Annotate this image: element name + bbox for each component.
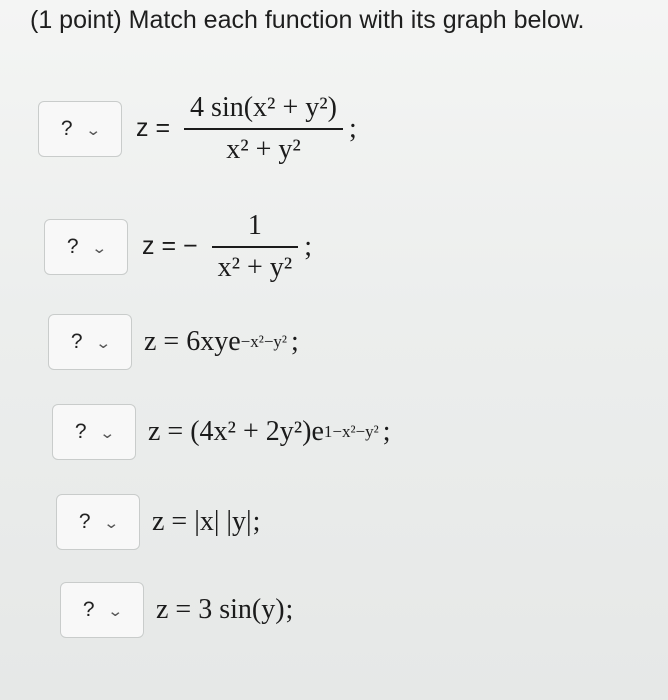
- answer-select-2[interactable]: [44, 219, 128, 275]
- answer-select-5[interactable]: [56, 494, 140, 550]
- function-row-1: [38, 92, 357, 166]
- z-equals: z =: [136, 114, 171, 143]
- function-row-6: [60, 582, 293, 638]
- z-equals: z = −: [142, 232, 198, 261]
- expression: z = |x| |y|: [152, 506, 252, 537]
- function-expression-5: [152, 506, 260, 538]
- denominator: x² + y²: [217, 251, 293, 283]
- terminator: ;: [382, 416, 391, 447]
- chevron-down-icon: ⌄: [106, 603, 124, 620]
- denominator: x² + y²: [226, 133, 301, 165]
- fraction: [212, 210, 299, 284]
- terminator: ;: [291, 326, 299, 357]
- terminator: ;: [348, 112, 357, 144]
- answer-select-6[interactable]: [60, 582, 144, 638]
- terminator: ;: [252, 506, 261, 537]
- select-value: ?: [70, 330, 83, 353]
- expression: z = 6xye: [144, 326, 241, 357]
- function-expression-6: [156, 594, 293, 626]
- select-value: ?: [66, 234, 79, 258]
- function-expression-2: [128, 210, 312, 284]
- expression: z = (4x² + 2y²)e: [148, 416, 324, 447]
- select-value: ?: [78, 510, 91, 533]
- function-row-3: [48, 314, 299, 370]
- chevron-down-icon: ⌄: [102, 515, 120, 532]
- chevron-down-icon: ⌄: [90, 239, 108, 257]
- answer-select-4[interactable]: [52, 404, 136, 460]
- problem-prompt: (1 point) Match each function with its graph below.: [30, 6, 585, 34]
- chevron-down-icon: ⌄: [84, 121, 102, 139]
- select-value: ?: [60, 116, 73, 140]
- answer-select-1[interactable]: [38, 101, 122, 157]
- function-expression-1: [122, 92, 357, 166]
- expression: z = 3 sin(y): [156, 594, 285, 625]
- function-expression-4: z = (4x² + 2y²)e 1−x²−y² ;: [148, 416, 391, 447]
- chevron-down-icon: ⌄: [94, 335, 112, 352]
- terminator: ;: [285, 594, 294, 625]
- function-row-4: [52, 404, 391, 460]
- numerator: 4 sin(x² + y²): [190, 92, 337, 123]
- select-value: ?: [74, 420, 87, 443]
- select-value: ?: [82, 598, 95, 621]
- numerator: 1: [247, 210, 262, 241]
- terminator: ;: [304, 230, 312, 262]
- function-row-5: [56, 494, 260, 550]
- answer-select-3[interactable]: [48, 314, 132, 370]
- function-row-2: [44, 210, 312, 284]
- function-expression-3: z = 6xye −x²−y² ;: [144, 326, 299, 357]
- fraction: [184, 92, 343, 166]
- chevron-down-icon: ⌄: [98, 425, 116, 442]
